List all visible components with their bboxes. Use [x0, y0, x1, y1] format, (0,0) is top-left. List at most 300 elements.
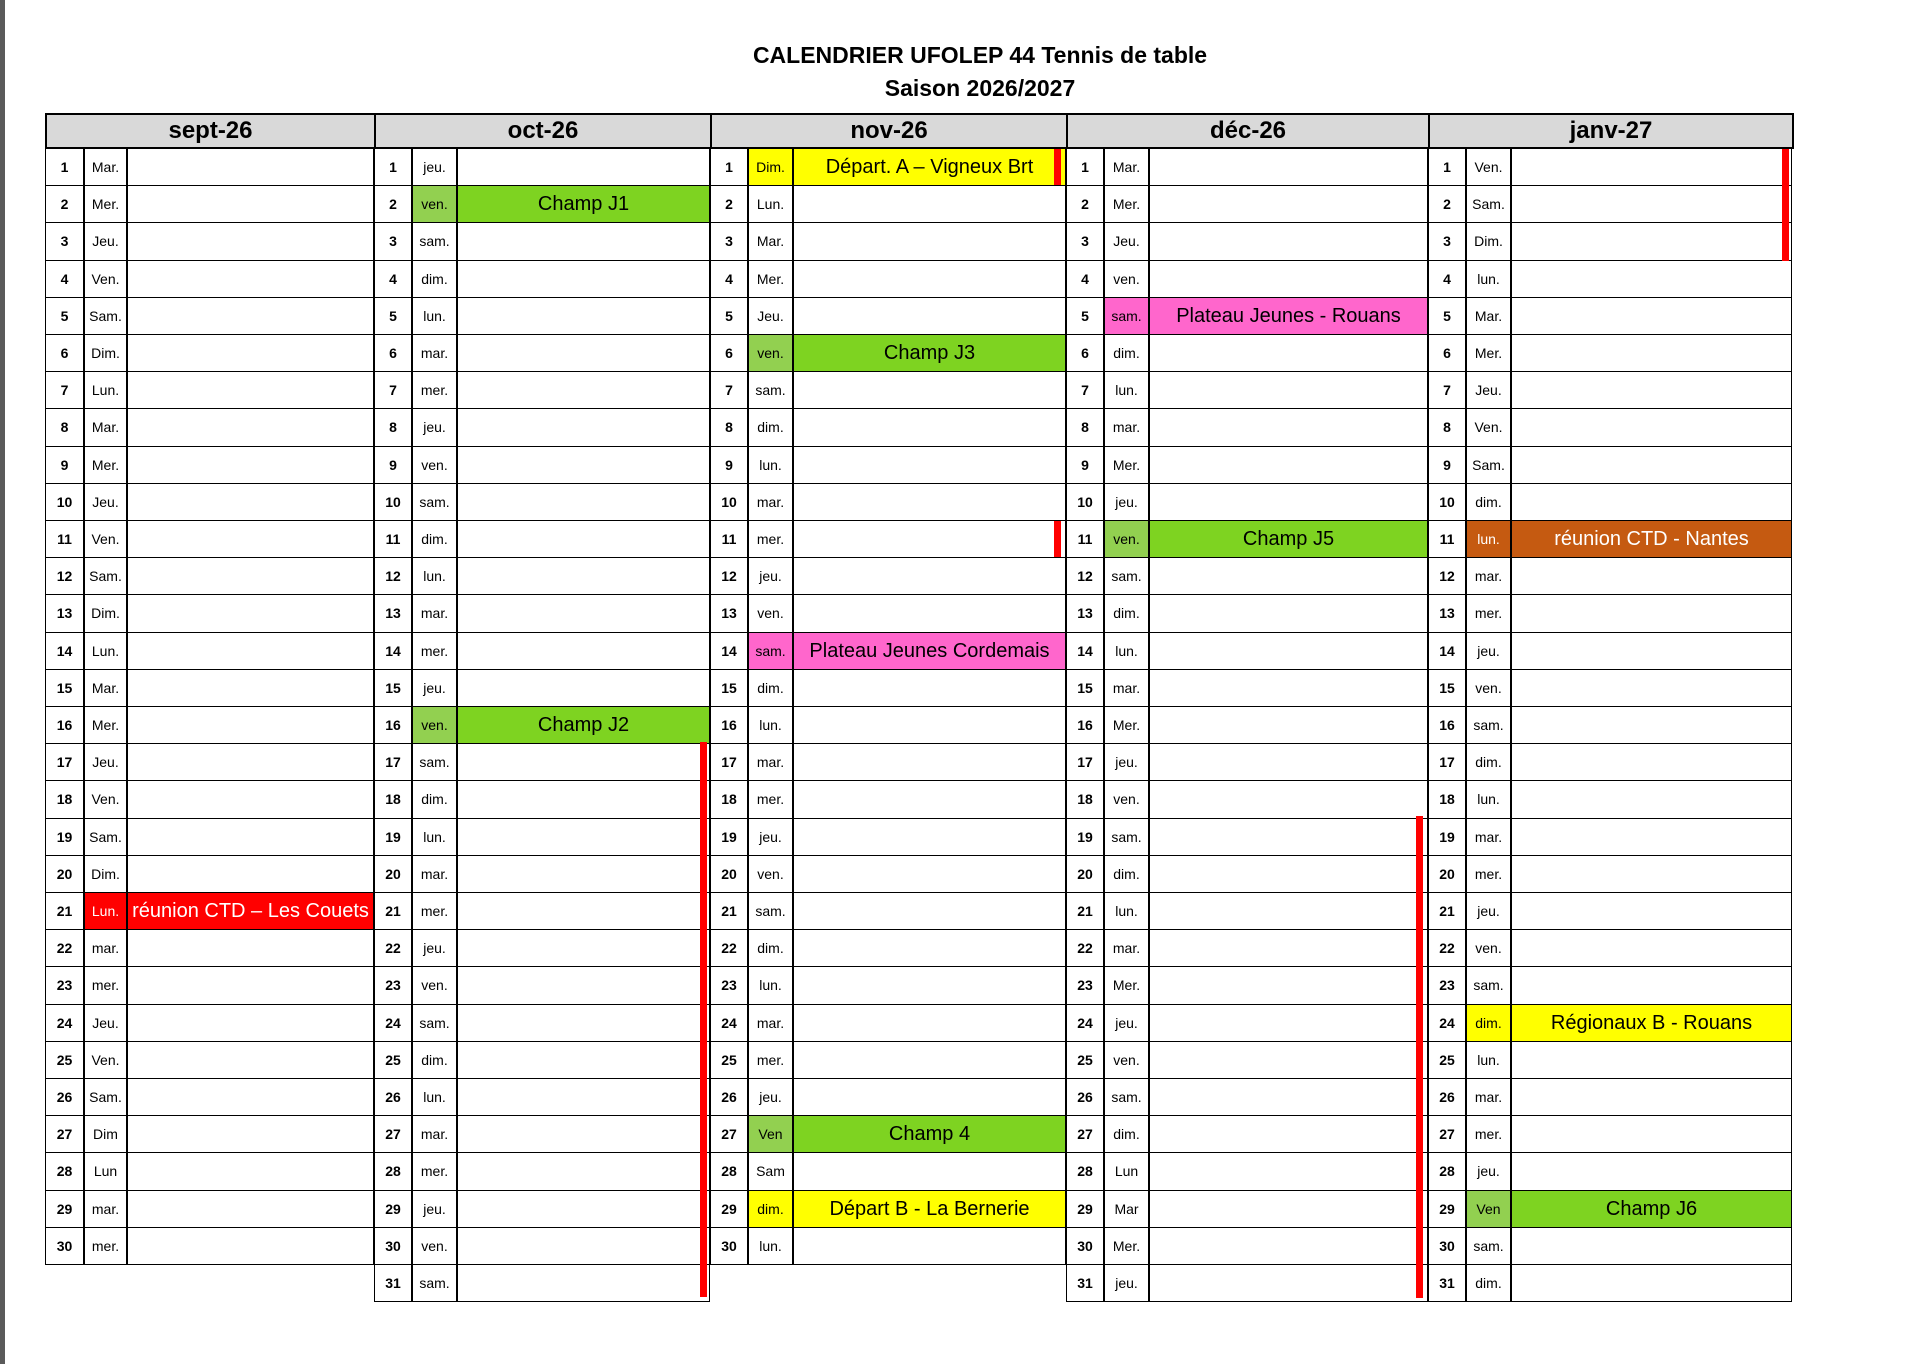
- event-cell[interactable]: Départ. A – Vigneux Brt: [793, 149, 1066, 186]
- day-number: 6: [1428, 335, 1466, 372]
- event-cell[interactable]: Champ J3: [793, 335, 1066, 372]
- empty-event-cell: [457, 261, 710, 298]
- empty-event-cell: [457, 298, 710, 335]
- event-cell[interactable]: réunion CTD - Nantes: [1511, 521, 1792, 558]
- empty-event-cell: [457, 819, 710, 856]
- event-cell[interactable]: réunion CTD – Les Couets: [127, 893, 374, 930]
- empty-event-cell: [1149, 595, 1428, 632]
- day-number: 7: [45, 372, 84, 409]
- day-number: 2: [1428, 186, 1466, 223]
- empty-event-cell: [1149, 1265, 1428, 1302]
- empty-event-cell: [1149, 409, 1428, 446]
- empty-event-cell: [793, 447, 1066, 484]
- empty-event-cell: [127, 149, 374, 186]
- empty-event-cell: [793, 930, 1066, 967]
- day-number: 1: [374, 149, 412, 186]
- empty-event-cell: [127, 521, 374, 558]
- empty-event-cell: [793, 261, 1066, 298]
- weekday-cell: lun.: [1104, 372, 1149, 409]
- weekday-cell: Mar.: [84, 149, 127, 186]
- weekday-cell: Ven: [1466, 1191, 1511, 1228]
- day-number: 13: [1428, 595, 1466, 632]
- weekday-cell: Sam.: [84, 819, 127, 856]
- weekday-cell: jeu.: [412, 930, 457, 967]
- day-number: 29: [1428, 1191, 1466, 1228]
- weekday-cell: mar.: [412, 595, 457, 632]
- weekday-cell: dim.: [1466, 1265, 1511, 1302]
- day-number: 11: [1428, 521, 1466, 558]
- weekday-cell: sam.: [1104, 1079, 1149, 1116]
- day-number: 12: [710, 558, 748, 595]
- empty-event-cell: [1149, 484, 1428, 521]
- empty-event-cell: [457, 521, 710, 558]
- day-number: 14: [45, 633, 84, 670]
- empty-event-cell: [1149, 1191, 1428, 1228]
- weekday-cell: mar.: [748, 484, 793, 521]
- weekday-cell: Ven.: [1466, 409, 1511, 446]
- day-number: 12: [1428, 558, 1466, 595]
- weekday-cell: dim.: [1104, 595, 1149, 632]
- weekday-cell: Jeu.: [748, 298, 793, 335]
- event-cell[interactable]: Champ 4: [793, 1116, 1066, 1153]
- day-number: 18: [1428, 781, 1466, 818]
- empty-event-cell: [127, 856, 374, 893]
- month-header: oct-26: [374, 113, 712, 149]
- day-number: 31: [1066, 1265, 1104, 1302]
- day-number: 4: [374, 261, 412, 298]
- empty-event-cell: [1511, 335, 1792, 372]
- day-number: 14: [374, 633, 412, 670]
- day-number: 28: [374, 1153, 412, 1190]
- day-number: 12: [1066, 558, 1104, 595]
- empty-event-cell: [127, 558, 374, 595]
- empty-event-cell: [793, 521, 1066, 558]
- day-number: 7: [374, 372, 412, 409]
- weekday-cell: lun.: [748, 707, 793, 744]
- empty-event-cell: [457, 1116, 710, 1153]
- weekday-cell: dim.: [412, 1042, 457, 1079]
- day-number: 17: [374, 744, 412, 781]
- day-number: 27: [374, 1116, 412, 1153]
- empty-event-cell: [1511, 223, 1792, 260]
- weekday-cell: Mer.: [1104, 967, 1149, 1004]
- day-number: 11: [45, 521, 84, 558]
- weekday-cell: sam.: [748, 633, 793, 670]
- day-number: 5: [1428, 298, 1466, 335]
- empty-event-cell: [793, 707, 1066, 744]
- weekday-cell: mer.: [412, 893, 457, 930]
- day-number: 24: [710, 1005, 748, 1042]
- empty-event-cell: [1511, 595, 1792, 632]
- weekday-cell: jeu.: [1466, 893, 1511, 930]
- day-number: 12: [45, 558, 84, 595]
- weekday-cell: dim.: [748, 670, 793, 707]
- day-number: 9: [374, 447, 412, 484]
- day-number: 23: [374, 967, 412, 1004]
- empty-event-cell: [1149, 186, 1428, 223]
- weekday-cell: mar.: [412, 335, 457, 372]
- weekday-cell: mar.: [412, 856, 457, 893]
- weekday-cell: jeu.: [1104, 484, 1149, 521]
- empty-event-cell: [127, 261, 374, 298]
- weekday-cell: Mar.: [1466, 298, 1511, 335]
- day-number: 28: [1066, 1153, 1104, 1190]
- event-cell[interactable]: Régionaux B - Rouans: [1511, 1005, 1792, 1042]
- weekday-cell: Lun: [1104, 1153, 1149, 1190]
- weekday-cell: dim.: [412, 521, 457, 558]
- weekday-cell: Mer.: [84, 186, 127, 223]
- weekday-cell: lun.: [412, 1079, 457, 1116]
- day-number: 19: [1066, 819, 1104, 856]
- weekday-cell: jeu.: [748, 558, 793, 595]
- weekday-cell: mer.: [412, 372, 457, 409]
- day-number: 4: [1066, 261, 1104, 298]
- empty-event-cell: [793, 856, 1066, 893]
- weekday-cell: dim.: [1466, 744, 1511, 781]
- weekday-cell: ven.: [412, 967, 457, 1004]
- empty-event-cell: [127, 670, 374, 707]
- day-number: 24: [1428, 1005, 1466, 1042]
- empty-event-cell: [1149, 558, 1428, 595]
- day-number: 21: [45, 893, 84, 930]
- empty-event-cell: [1511, 261, 1792, 298]
- empty-event-cell: [1511, 298, 1792, 335]
- day-number: 27: [45, 1116, 84, 1153]
- weekday-cell: sam.: [412, 1265, 457, 1302]
- empty-event-cell: [127, 1042, 374, 1079]
- day-number: 5: [710, 298, 748, 335]
- empty-event-cell: [1511, 1228, 1792, 1265]
- empty-event-cell: [793, 1079, 1066, 1116]
- day-number: 25: [1066, 1042, 1104, 1079]
- day-number: 26: [374, 1079, 412, 1116]
- event-cell[interactable]: Champ J2: [457, 707, 710, 744]
- weekday-cell: jeu.: [412, 1191, 457, 1228]
- day-number: 2: [45, 186, 84, 223]
- weekday-cell: dim.: [748, 1191, 793, 1228]
- empty-event-cell: [127, 707, 374, 744]
- weekday-cell: lun.: [1104, 633, 1149, 670]
- day-number: 30: [710, 1228, 748, 1265]
- day-number: 26: [710, 1079, 748, 1116]
- weekday-cell: Dim: [84, 1116, 127, 1153]
- day-number: 26: [45, 1079, 84, 1116]
- day-number: 25: [710, 1042, 748, 1079]
- empty-event-cell: [457, 223, 710, 260]
- day-number: 22: [45, 930, 84, 967]
- day-number: 13: [710, 595, 748, 632]
- weekday-cell: sam.: [1104, 298, 1149, 335]
- day-number: 28: [45, 1153, 84, 1190]
- event-cell[interactable]: Plateau Jeunes - Rouans: [1149, 298, 1428, 335]
- weekday-cell: Mer.: [1104, 1228, 1149, 1265]
- empty-event-cell: [1149, 967, 1428, 1004]
- day-number: 29: [374, 1191, 412, 1228]
- red-marker-bar: [1054, 521, 1061, 557]
- weekday-cell: Dim.: [84, 335, 127, 372]
- empty-event-cell: [1149, 856, 1428, 893]
- empty-event-cell: [457, 1005, 710, 1042]
- weekday-cell: mar.: [84, 930, 127, 967]
- weekday-cell: sam.: [412, 484, 457, 521]
- day-number: 15: [1066, 670, 1104, 707]
- day-number: 26: [1428, 1079, 1466, 1116]
- weekday-cell: Jeu.: [1104, 223, 1149, 260]
- day-number: 23: [1066, 967, 1104, 1004]
- day-number: 24: [1066, 1005, 1104, 1042]
- day-number: 31: [1428, 1265, 1466, 1302]
- empty-event-cell: [127, 409, 374, 446]
- empty-event-cell: [1511, 781, 1792, 818]
- day-number: 26: [1066, 1079, 1104, 1116]
- day-number: 9: [45, 447, 84, 484]
- empty-event-cell: [793, 223, 1066, 260]
- day-number: 24: [45, 1005, 84, 1042]
- weekday-cell: lun.: [1104, 893, 1149, 930]
- empty-event-cell: [1511, 409, 1792, 446]
- day-number: 14: [710, 633, 748, 670]
- empty-event-cell: [1511, 670, 1792, 707]
- weekday-cell: mer.: [748, 781, 793, 818]
- weekday-cell: ven.: [1104, 1042, 1149, 1079]
- empty-event-cell: [127, 1079, 374, 1116]
- day-number: 1: [710, 149, 748, 186]
- empty-event-cell: [1511, 1079, 1792, 1116]
- weekday-cell: ven.: [412, 1228, 457, 1265]
- empty-event-cell: [1511, 1116, 1792, 1153]
- weekday-cell: Mer.: [748, 261, 793, 298]
- day-number: 6: [1066, 335, 1104, 372]
- empty-event-cell: [1149, 1228, 1428, 1265]
- weekday-cell: jeu.: [412, 409, 457, 446]
- day-number: 16: [45, 707, 84, 744]
- day-number: 10: [1428, 484, 1466, 521]
- empty-event-cell: [127, 1228, 374, 1265]
- day-number: 30: [374, 1228, 412, 1265]
- empty-event-cell: [127, 633, 374, 670]
- day-number: 13: [45, 595, 84, 632]
- day-number: 3: [710, 223, 748, 260]
- weekday-cell: lun.: [748, 967, 793, 1004]
- weekday-cell: mer.: [84, 1228, 127, 1265]
- day-number: 29: [45, 1191, 84, 1228]
- day-number: 30: [45, 1228, 84, 1265]
- weekday-cell: mar.: [1466, 819, 1511, 856]
- weekday-cell: dim.: [412, 781, 457, 818]
- weekday-cell: mer.: [748, 1042, 793, 1079]
- day-number: 7: [1428, 372, 1466, 409]
- day-number: 31: [374, 1265, 412, 1302]
- empty-event-cell: [127, 484, 374, 521]
- empty-event-cell: [1511, 967, 1792, 1004]
- empty-event-cell: [1511, 484, 1792, 521]
- day-number: 16: [1066, 707, 1104, 744]
- weekday-cell: ven.: [748, 856, 793, 893]
- day-number: 9: [1066, 447, 1104, 484]
- day-number: 6: [374, 335, 412, 372]
- weekday-cell: Lun.: [84, 372, 127, 409]
- day-number: 18: [45, 781, 84, 818]
- weekday-cell: Mar.: [1104, 149, 1149, 186]
- weekday-cell: sam.: [1466, 707, 1511, 744]
- empty-event-cell: [127, 1005, 374, 1042]
- empty-event-cell: [127, 781, 374, 818]
- day-number: 15: [374, 670, 412, 707]
- weekday-cell: dim.: [748, 409, 793, 446]
- weekday-cell: Mar.: [84, 670, 127, 707]
- day-number: 20: [45, 856, 84, 893]
- empty-event-cell: [127, 447, 374, 484]
- weekday-cell: mar.: [1104, 930, 1149, 967]
- weekday-cell: lun.: [412, 558, 457, 595]
- day-number: 18: [374, 781, 412, 818]
- weekday-cell: dim.: [1466, 1005, 1511, 1042]
- event-cell[interactable]: Champ J6: [1511, 1191, 1792, 1228]
- weekday-cell: lun.: [748, 447, 793, 484]
- calendar-title: CALENDRIER UFOLEP 44 Tennis de table: [752, 42, 1208, 68]
- weekday-cell: jeu.: [1466, 633, 1511, 670]
- weekday-cell: dim.: [1104, 856, 1149, 893]
- weekday-cell: Jeu.: [84, 223, 127, 260]
- day-number: 11: [1066, 521, 1104, 558]
- weekday-cell: lun.: [1466, 261, 1511, 298]
- empty-event-cell: [1149, 1079, 1428, 1116]
- event-cell[interactable]: Champ J1: [457, 186, 710, 223]
- weekday-cell: jeu.: [1104, 744, 1149, 781]
- empty-event-cell: [1149, 633, 1428, 670]
- weekday-cell: Mar: [1104, 1191, 1149, 1228]
- empty-event-cell: [793, 893, 1066, 930]
- empty-event-cell: [793, 744, 1066, 781]
- weekday-cell: Lun.: [748, 186, 793, 223]
- day-number: 21: [1428, 893, 1466, 930]
- empty-event-cell: [1511, 633, 1792, 670]
- weekday-cell: jeu.: [748, 1079, 793, 1116]
- season-subtitle: Saison 2026/2027: [884, 75, 1076, 101]
- day-number: 11: [374, 521, 412, 558]
- empty-event-cell: [457, 1042, 710, 1079]
- weekday-cell: sam.: [412, 744, 457, 781]
- empty-event-cell: [793, 1153, 1066, 1190]
- event-cell[interactable]: Plateau Jeunes Cordemais: [793, 633, 1066, 670]
- weekday-cell: mer.: [748, 521, 793, 558]
- empty-event-cell: [1149, 1153, 1428, 1190]
- weekday-cell: jeu.: [412, 670, 457, 707]
- weekday-cell: lun.: [748, 1228, 793, 1265]
- empty-event-cell: [1511, 707, 1792, 744]
- day-number: 10: [45, 484, 84, 521]
- empty-event-cell: [457, 1265, 710, 1302]
- weekday-cell: Mer.: [1104, 447, 1149, 484]
- weekday-cell: Sam.: [84, 558, 127, 595]
- weekday-cell: mar.: [748, 744, 793, 781]
- weekday-cell: Sam.: [1466, 186, 1511, 223]
- weekday-cell: Sam.: [84, 298, 127, 335]
- day-number: 23: [1428, 967, 1466, 1004]
- empty-event-cell: [1149, 1116, 1428, 1153]
- weekday-cell: Jeu.: [84, 744, 127, 781]
- red-marker-bar: [1782, 149, 1789, 261]
- weekday-cell: mer.: [412, 633, 457, 670]
- day-number: 13: [1066, 595, 1104, 632]
- weekday-cell: jeu.: [1104, 1265, 1149, 1302]
- weekday-cell: Dim.: [1466, 223, 1511, 260]
- weekday-cell: Ven.: [84, 521, 127, 558]
- day-number: 29: [1066, 1191, 1104, 1228]
- empty-event-cell: [457, 447, 710, 484]
- empty-event-cell: [127, 186, 374, 223]
- weekday-cell: Dim.: [84, 856, 127, 893]
- day-number: 14: [1428, 633, 1466, 670]
- day-number: 25: [45, 1042, 84, 1079]
- empty-event-cell: [457, 149, 710, 186]
- day-number: 5: [1066, 298, 1104, 335]
- weekday-cell: Sam: [748, 1153, 793, 1190]
- weekday-cell: mar.: [748, 1005, 793, 1042]
- month-header: nov-26: [710, 113, 1068, 149]
- month-header: janv-27: [1428, 113, 1794, 149]
- day-number: 19: [45, 819, 84, 856]
- weekday-cell: sam.: [1104, 819, 1149, 856]
- day-number: 5: [374, 298, 412, 335]
- empty-event-cell: [1511, 558, 1792, 595]
- day-number: 21: [374, 893, 412, 930]
- day-number: 16: [374, 707, 412, 744]
- empty-event-cell: [457, 781, 710, 818]
- empty-event-cell: [1149, 335, 1428, 372]
- empty-event-cell: [793, 484, 1066, 521]
- empty-event-cell: [457, 484, 710, 521]
- weekday-cell: Mar.: [84, 409, 127, 446]
- day-number: 14: [1066, 633, 1104, 670]
- weekday-cell: ven.: [1104, 521, 1149, 558]
- weekday-cell: mar.: [1104, 409, 1149, 446]
- day-number: 1: [1066, 149, 1104, 186]
- weekday-cell: Dim.: [84, 595, 127, 632]
- day-number: 25: [1428, 1042, 1466, 1079]
- day-number: 15: [1428, 670, 1466, 707]
- event-cell[interactable]: Champ J5: [1149, 521, 1428, 558]
- empty-event-cell: [457, 930, 710, 967]
- weekday-cell: Mar.: [748, 223, 793, 260]
- day-number: 22: [374, 930, 412, 967]
- day-number: 22: [1428, 930, 1466, 967]
- day-number: 20: [710, 856, 748, 893]
- weekday-cell: jeu.: [748, 819, 793, 856]
- weekday-cell: mer.: [412, 1153, 457, 1190]
- day-number: 20: [1428, 856, 1466, 893]
- empty-event-cell: [457, 558, 710, 595]
- empty-event-cell: [1149, 223, 1428, 260]
- empty-event-cell: [127, 967, 374, 1004]
- day-number: 30: [1066, 1228, 1104, 1265]
- day-number: 6: [45, 335, 84, 372]
- empty-event-cell: [1149, 670, 1428, 707]
- empty-event-cell: [1511, 893, 1792, 930]
- event-cell[interactable]: Départ B - La Bernerie: [793, 1191, 1066, 1228]
- day-number: 12: [374, 558, 412, 595]
- empty-event-cell: [1149, 819, 1428, 856]
- day-number: 3: [1428, 223, 1466, 260]
- day-number: 8: [374, 409, 412, 446]
- empty-event-cell: [457, 856, 710, 893]
- empty-event-cell: [1149, 1042, 1428, 1079]
- day-number: 20: [1066, 856, 1104, 893]
- empty-event-cell: [1511, 1265, 1792, 1302]
- empty-event-cell: [127, 223, 374, 260]
- empty-event-cell: [1511, 149, 1792, 186]
- empty-event-cell: [793, 781, 1066, 818]
